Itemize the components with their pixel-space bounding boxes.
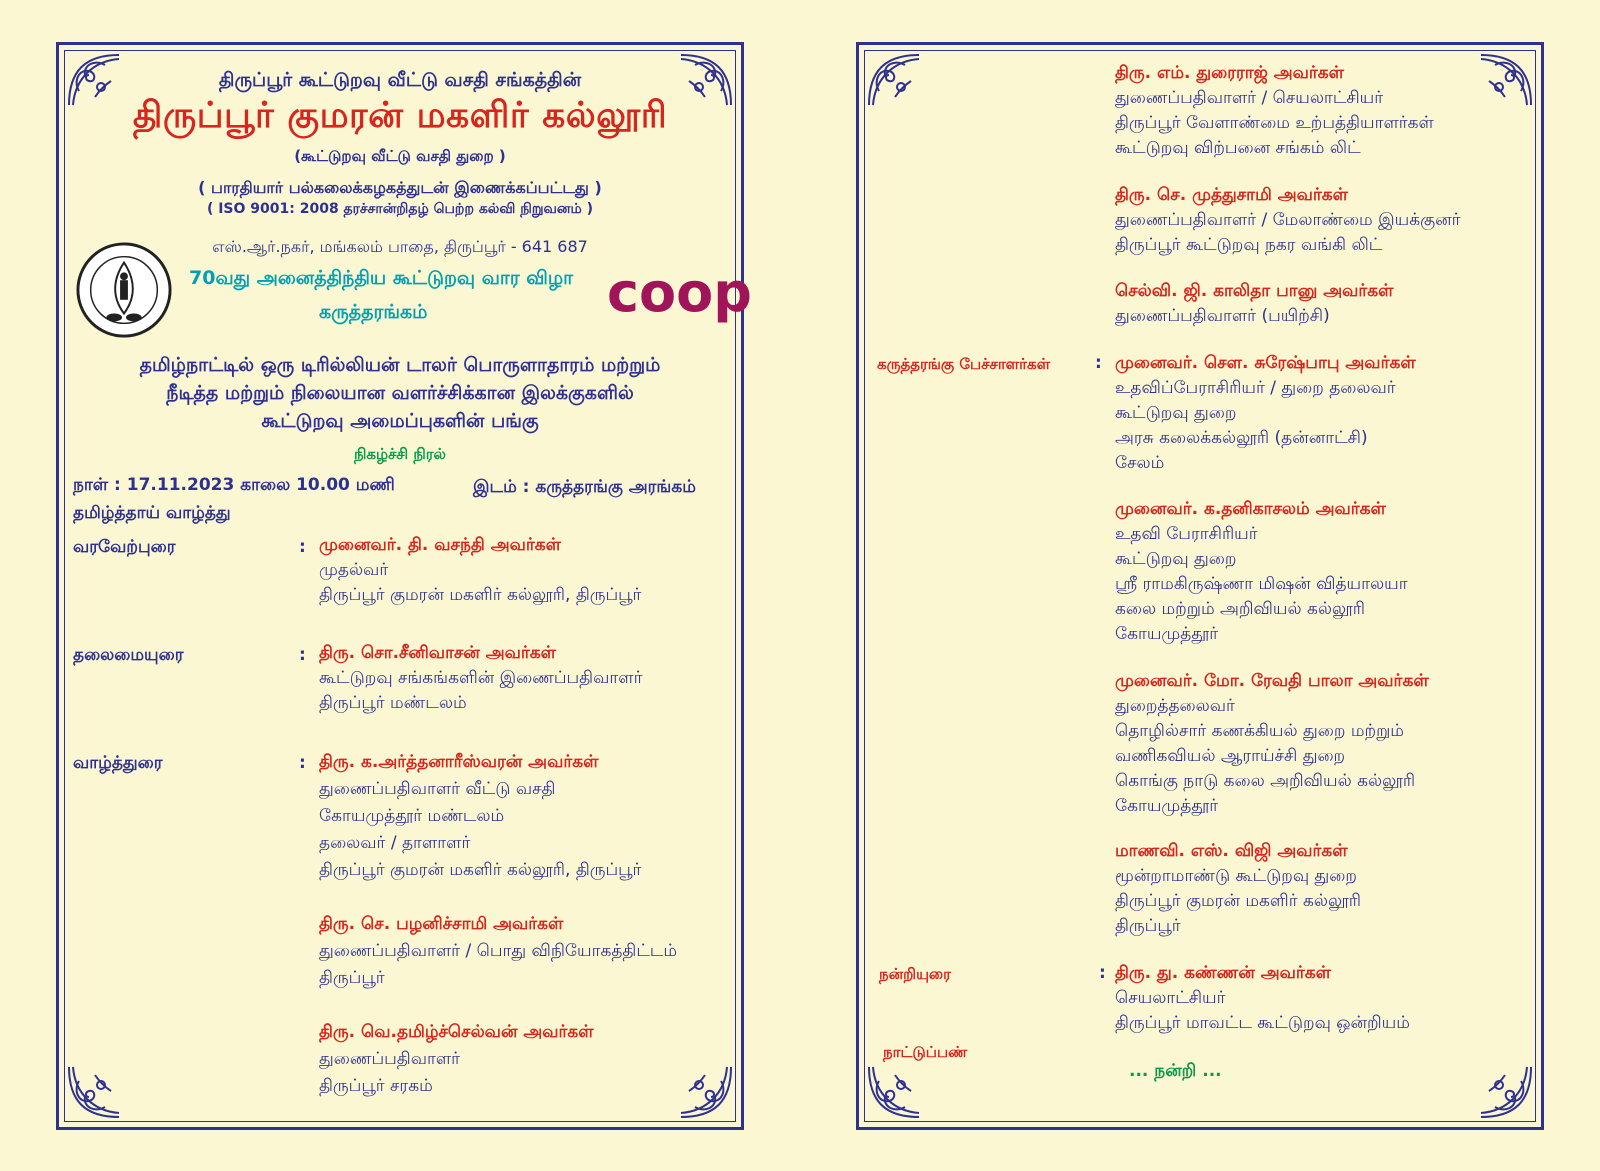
corner-ornament-icon [677, 1063, 735, 1121]
colon: : [299, 753, 306, 773]
corner-ornament-icon [865, 1063, 923, 1121]
speaker-detail: திருப்பூர் சரகம் [319, 1076, 433, 1096]
coop-logo-icon [607, 261, 752, 324]
programme-heading: நிகழ்ச்சி நிரல் [354, 445, 446, 463]
affiliation-text: ( பாரதியார் பல்கலைக்கழகத்துடன் இணைக்கப்பட்டது ) [198, 178, 602, 197]
speaker-detail: திருப்பூர் குமரன் மகளிர் கல்லூரி [1115, 891, 1362, 911]
presidential-block [319, 641, 642, 716]
college-seal-icon [75, 241, 173, 339]
guest-block-1 [1115, 61, 1434, 161]
speaker-name: முனைவர். தி. வசந்தி அவர்கள் [319, 535, 561, 555]
speaker-detail: தலைவர் / தாளாளர் [319, 833, 471, 853]
speaker-block-3 [1115, 669, 1429, 819]
colon: : [1095, 353, 1102, 373]
speaker-detail: முதல்வர் [319, 560, 389, 580]
speaker-detail: வணிகவியல் ஆராய்ச்சி துறை [1115, 746, 1346, 766]
speaker-detail: துணைப்பதிவாளர் [319, 1049, 461, 1069]
speaker-detail: கோயமுத்தூர் [1115, 796, 1219, 816]
speaker-block-2 [1115, 497, 1408, 647]
speaker-detail: திருப்பூர் கூட்டுறவு நகர வங்கி லிட் [1115, 235, 1383, 255]
speaker-detail: ஸ்ரீ ராமகிருஷ்ணா மிஷன் வித்யாலயா [1115, 574, 1408, 594]
speaker-detail: கொங்கு நாடு கலை அறிவியல் கல்லூரி [1115, 771, 1416, 791]
guest-block-3 [1115, 279, 1394, 329]
speaker-detail: அரசு கலைக்கல்லூரி (தன்னாட்சி) [1115, 428, 1368, 448]
felicitation-block-1 [319, 749, 641, 884]
speaker-detail: துணைப்பதிவாளர் / மேலாண்மை இயக்குனர் [1115, 210, 1461, 230]
welcome-block [319, 533, 641, 608]
corner-ornament-icon [865, 51, 923, 109]
speaker-detail: துணைப்பதிவாளர் / பொது விநியோகத்திட்டம் [319, 941, 678, 961]
speaker-name: முனைவர். மோ. ரேவதி பாலா அவர்கள் [1115, 671, 1429, 691]
iso-text: ( ISO 9001: 2008 தரச்சான்றிதழ் பெற்ற கல்வி நிறுவனம் ) [206, 201, 594, 217]
speaker-detail: கோயமுத்தூர் [1115, 624, 1219, 644]
invocation-text: தமிழ்த்தாய் வாழ்த்து [73, 503, 231, 523]
speaker-name: திரு. து. கண்ணன் அவர்கள் [1115, 963, 1331, 983]
speakers-label: கருத்தரங்கு பேச்சாளர்கள் [877, 355, 1051, 373]
college-title: திருப்பூர் குமரன் மகளிர் கல்லூரி [132, 95, 668, 136]
speaker-detail: மூன்றாமாண்டு கூட்டுறவு துறை [1115, 866, 1357, 886]
speaker-detail: கூட்டுறவு விற்பனை சங்கம் லிட் [1115, 138, 1361, 158]
colon: : [1099, 963, 1106, 983]
speaker-detail: துணைப்பதிவாளர் / செயலாட்சியர் [1115, 88, 1384, 108]
theme-line: கூட்டுறவு அமைப்புகளின் பங்கு [261, 410, 539, 432]
speaker-detail: கோயமுத்தூர் மண்டலம் [319, 806, 505, 826]
speaker-detail: கலை மற்றும் அறிவியல் கல்லூரி [1115, 599, 1365, 619]
speaker-name: திரு. வெ.தமிழ்ச்செல்வன் அவர்கள் [319, 1022, 594, 1042]
speaker-detail: திருப்பூர் வேளாண்மை உற்பத்தியாளர்கள் [1115, 113, 1434, 133]
speaker-detail: திருப்பூர் [319, 968, 385, 988]
speaker-name: திரு. எம். துரைராஜ் அவர்கள் [1115, 63, 1345, 83]
speaker-detail: திருப்பூர் மாவட்ட கூட்டுறவு ஒன்றியம் [1115, 1013, 1410, 1033]
speaker-block-1 [1115, 351, 1416, 476]
theme-line: நீடித்த மற்றும் நிலையான வளர்ச்சிக்கான இலக்குகளில் [166, 382, 634, 404]
speaker-detail: துறைத்தலைவர் [1115, 696, 1235, 716]
corner-ornament-icon [65, 1063, 123, 1121]
speaker-name: திரு. க.அர்த்தனாரீஸ்வரன் அவர்கள் [319, 752, 599, 772]
speaker-detail: உதவி பேராசிரியர் [1115, 524, 1258, 544]
national-anthem-label: நாட்டுப்பண் [883, 1043, 968, 1061]
corner-ornament-icon [1477, 1063, 1535, 1121]
venue-text: இடம் : கருத்தரங்கு அரங்கம் [473, 477, 696, 497]
corner-ornament-icon [1477, 51, 1535, 109]
guest-block-2 [1115, 183, 1461, 258]
right-page [856, 42, 1544, 1130]
speaker-detail: கூட்டுறவு துறை [1115, 403, 1237, 423]
department-text: (கூட்டுறவு வீட்டு வசதி துறை ) [294, 147, 506, 165]
speaker-detail: திருப்பூர் மண்டலம் [319, 693, 467, 713]
speaker-name: திரு. செ. முத்துசாமி அவர்கள் [1115, 185, 1348, 205]
left-page [56, 42, 752, 1130]
speaker-name: திரு. சொ.சீனிவாசன் அவர்கள் [319, 643, 557, 663]
speaker-name: முனைவர். செள. சுரேஷ்பாபு அவர்கள் [1115, 353, 1416, 373]
speaker-detail: துணைப்பதிவாளர் வீட்டு வசதி [319, 779, 556, 799]
speaker-detail: திருப்பூர் குமரன் மகளிர் கல்லூரி, திருப்பூர் [319, 585, 642, 605]
speaker-detail: கூட்டுறவு சங்கங்களின் இணைப்பதிவாளர் [319, 668, 643, 688]
speaker-name: மாணவி. எஸ். விஜி அவர்கள் [1115, 841, 1348, 861]
theme-line: தமிழ்நாட்டில் ஒரு டிரில்லியன் டாலர் பொருளாதாரம் மற்றும் [139, 354, 661, 376]
speaker-name: திரு. செ. பழனிச்சாமி அவர்கள் [319, 914, 564, 934]
colon: : [299, 537, 306, 557]
speaker-detail: தொழில்சார் கணக்கியல் துறை மற்றும் [1115, 721, 1404, 741]
vote-of-thanks-label: நன்றியுரை [879, 965, 951, 983]
address-text: எஸ்.ஆர்.நகர், மங்கலம் பாதை, திருப்பூர் - 641 687 [212, 237, 588, 256]
speaker-detail: துணைப்பதிவாளர் (பயிற்சி) [1115, 306, 1330, 326]
felicitation-label: வாழ்த்துரை [73, 753, 163, 773]
thanks-text: ... நன்றி ... [1129, 1061, 1222, 1081]
felicitation-block-2 [319, 911, 677, 992]
speaker-detail: கூட்டுறவு துறை [1115, 549, 1237, 569]
date-text: நாள் : 17.11.2023 காலை 10.00 மணி [73, 475, 395, 495]
colon: : [299, 645, 306, 665]
event-title: 70வது அனைத்திந்திய கூட்டுறவு வார விழா [189, 267, 574, 289]
seminar-theme [59, 351, 741, 435]
speaker-detail: திருப்பூர் [1115, 916, 1181, 936]
speaker-detail: செயலாட்சியர் [1115, 988, 1226, 1008]
presidential-label: தலைமையுரை [73, 645, 184, 665]
speaker-name: செல்வி. ஜி. காலிதா பானு அவர்கள் [1115, 281, 1394, 301]
svg-text:coop: coop [607, 261, 752, 324]
welcome-label: வரவேற்புரை [73, 537, 176, 557]
organisation-subtitle: திருப்பூர் கூட்டுறவு வீட்டு வசதி சங்கத்தின் [218, 69, 582, 91]
seminar-title: கருத்தரங்கம் [319, 301, 428, 323]
speaker-detail: சேலம் [1115, 453, 1165, 473]
felicitation-block-3 [319, 1019, 594, 1100]
speaker-block-4 [1115, 839, 1361, 939]
speaker-name: முனைவர். க.தனிகாசலம் அவர்கள் [1115, 499, 1386, 519]
speaker-detail: உதவிப்பேராசிரியர் / துறை தலைவர் [1115, 378, 1396, 398]
vote-of-thanks-block [1115, 961, 1410, 1036]
speaker-detail: திருப்பூர் குமரன் மகளிர் கல்லூரி, திருப்பூர் [319, 860, 642, 880]
